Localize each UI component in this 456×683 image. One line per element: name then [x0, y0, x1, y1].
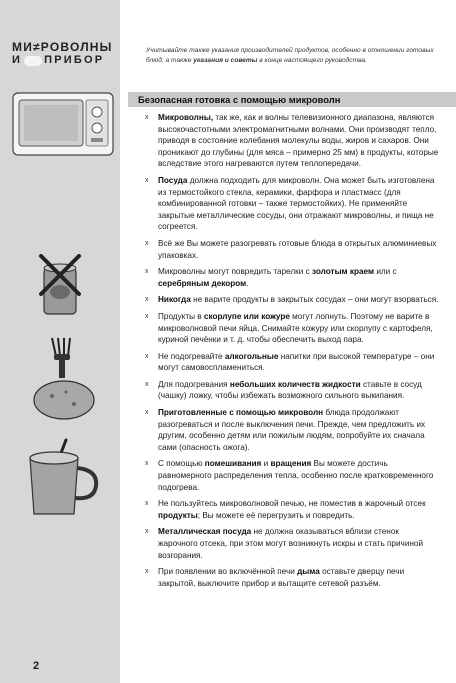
item-text: Микроволны могут повредить тарелки с — [158, 267, 312, 277]
emphasis-text: небольших количеств жидкости — [229, 379, 361, 389]
emphasis-text: Никогда — [158, 295, 191, 305]
item-text: напитки при высокой температуре – они могут самовоспламениться. — [158, 351, 435, 373]
item-text: и — [261, 459, 271, 469]
emphasis-text: Приготовленные с помощью микроволн — [158, 408, 324, 418]
bullet-marker: x — [145, 500, 149, 508]
section-title: Безопасная готовка с помощью микроволн — [138, 94, 341, 105]
list-item — [144, 407, 440, 453]
emphasis-text: Микроволны, — [158, 113, 214, 122]
emphasis-text: золотым краем — [312, 267, 375, 277]
item-text: Не подогревайте — [158, 351, 225, 361]
item-text: могут лопнуть. Поэтому не варите в микроволновой печи яйца. Снимайте кожуру или скорлупу с картофеля, куриной печёнки и т. д. чтобы обеспечить выход пара. — [158, 311, 433, 345]
page-number: 2 — [33, 660, 40, 672]
bullet-marker: x — [145, 239, 149, 247]
emphasis-text: дыма — [297, 567, 320, 577]
swirl-icon — [24, 56, 42, 66]
emphasis-text: алкогольные — [224, 351, 279, 361]
emphasis-text: серебряным декором — [158, 278, 247, 288]
brand-line-2 — [12, 54, 112, 67]
bullet-marker: x — [145, 409, 149, 417]
list-item — [144, 266, 440, 289]
item-text: Вы можете достичь равномерного распределения тепла, особенно после кратковременного подогрева. — [158, 459, 434, 492]
potato-with-fork-icon — [30, 336, 96, 420]
section-header — [128, 92, 456, 107]
bullet-marker: x — [145, 296, 149, 304]
item-text: Для подогревания — [158, 379, 230, 389]
list-item — [144, 351, 440, 374]
intro-note — [146, 46, 436, 65]
bullet-marker: x — [145, 528, 149, 536]
emphasis-text: вращения — [270, 459, 312, 469]
list-item — [144, 379, 440, 402]
intro-text-2: указания и советы — [193, 56, 258, 64]
bullet-marker: x — [145, 114, 149, 121]
emphasis-text: Посуда — [158, 175, 188, 185]
brand-line-2-right: ПРИБОР — [44, 54, 105, 66]
item-text: не должна оказываться вблизи стенок жарочного отсека, при этом могут возникнуть искры и стать причиной возгорания. — [158, 527, 424, 560]
bullet-marker: x — [145, 460, 149, 468]
microwave-oven-icon — [12, 92, 114, 156]
list-item — [144, 526, 440, 561]
list-item — [144, 566, 440, 589]
bullet-marker: x — [145, 176, 149, 184]
list-item — [144, 238, 440, 261]
item-text: Продукты в — [158, 311, 204, 321]
mug-with-spoon-icon — [22, 436, 102, 518]
intro-text-1: Учитывайте также указания производителей продуктов, особенно в отношении готовых блюд, а также — [146, 47, 434, 64]
item-text: С помощью — [158, 459, 205, 469]
bullet-marker: x — [145, 352, 149, 360]
item-text: Всё же Вы можете разогревать готовые блюда в открытых алюминиевых упаковках. — [158, 238, 437, 260]
item-text: блюда продолжают разогреваться и после выключения печи. Прежде, чем предложить их другим, особенно детям или пожилым людям, попробуйте их сначала сами (опасность ожога). — [158, 408, 426, 452]
item-text: так же, как и волны телевизионного диапазона, являются высокочастотными электромагнитными волнами. Они производят тепло, приводя в состояние колебания молекулы воды, жиров и сахаров. Они проникают до глубины (для мяса – примерно 25 мм) в продукты, которые вследствие этого нагреваются путем теплопередачи. — [158, 113, 439, 169]
list-item — [144, 175, 440, 233]
list-item — [144, 311, 440, 346]
emphasis-text: помешивания — [204, 459, 262, 469]
brand-line-1: МИ≠РОВОЛНЫ — [12, 40, 113, 54]
list-item — [144, 112, 440, 170]
item-text: должна подходить для микроволн. Она может быть изготовлена из термостойкого стекла, керамики, фарфора и пластмасс (для комбинированной готовки – также термостойких). Не применяйте закрытые металлические сосуды, они отражают микроволны, и пища не согреется. — [158, 175, 435, 232]
safety-list — [144, 112, 440, 594]
list-item — [144, 498, 440, 521]
sidebar — [0, 0, 120, 683]
list-item — [144, 294, 440, 306]
item-text: ставьте в сосуд (чашку) ложку, чтобы избежать возможного сильного выкипания. — [158, 379, 422, 401]
list-item — [144, 458, 440, 493]
item-text: не варите продукты в закрытых сосудах – они могут взорваться. — [190, 295, 439, 305]
brand-line-2-left: И — [12, 54, 23, 66]
item-text: . — [246, 278, 249, 288]
emphasis-text: скорлупе или кожуре — [203, 311, 290, 321]
bullet-marker: x — [145, 312, 149, 320]
intro-text-3: в конце настоящего руководства. — [257, 56, 367, 64]
item-text: Не пользуйтесь микроволновой печью, не поместив в жарочный отсек — [158, 499, 426, 509]
item-text: оставьте дверцу печи закрытой, выключите прибор и вытащите сетевой разъём. — [158, 567, 405, 588]
item-text: При появлении во включённой печи — [158, 567, 298, 577]
emphasis-text: Металлическая посуда — [158, 527, 252, 537]
item-text: или с — [374, 267, 397, 277]
brand-logo — [12, 40, 112, 67]
item-text: ; Вы можете её перегрузить и повредить. — [197, 510, 355, 520]
bullet-marker: x — [145, 568, 149, 576]
emphasis-text: продукты — [158, 510, 198, 520]
bullet-marker: x — [145, 380, 149, 388]
crossed-out-can-icon — [38, 254, 82, 320]
bullet-marker: x — [145, 268, 149, 276]
